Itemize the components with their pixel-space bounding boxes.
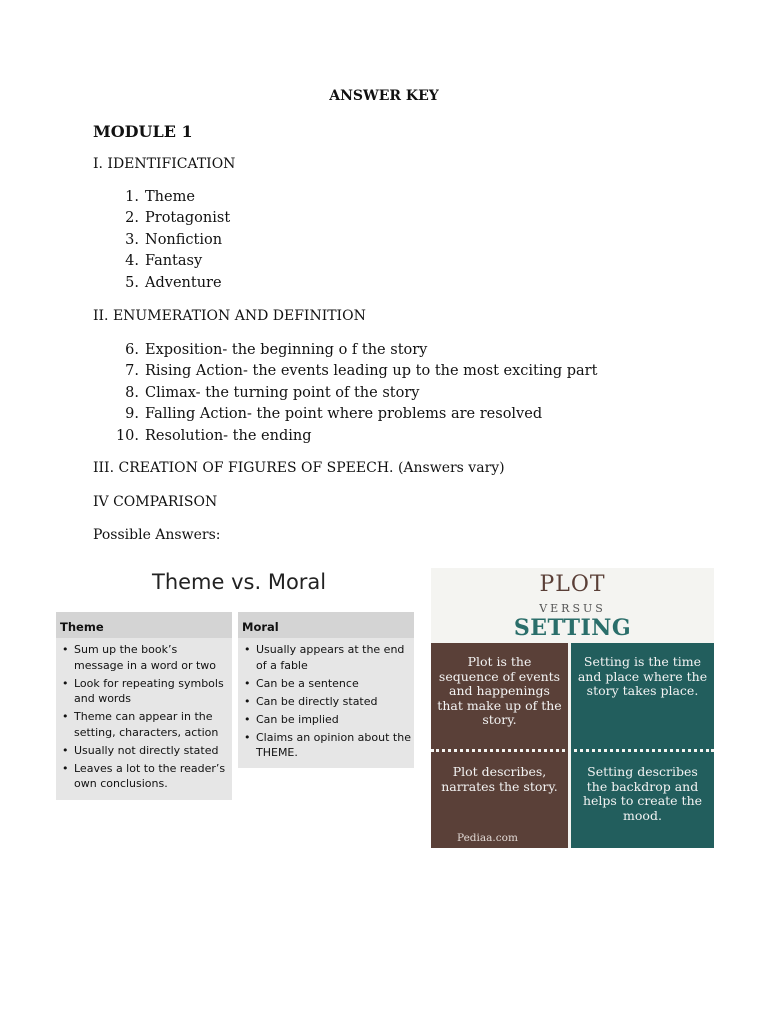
section-comparison-heading: IV COMPARISON bbox=[93, 494, 218, 510]
identification-list bbox=[93, 187, 230, 294]
list-item-number: 5. bbox=[125, 274, 139, 291]
bullet-item: • Claims an opinion about the THEME. bbox=[242, 730, 412, 761]
list-item bbox=[93, 230, 230, 251]
bullet-item: • Leaves a lot to the reader’s own conclusions. bbox=[60, 761, 230, 792]
bullet-item: • Look for repeating symbols and words bbox=[60, 676, 230, 707]
list-item-text: Theme bbox=[145, 189, 195, 205]
bullet-item: • Can be directly stated bbox=[242, 694, 412, 710]
section-figures-heading: III. CREATION OF FIGURES OF SPEECH. (Answers vary) bbox=[93, 460, 505, 476]
bullet-item: • Usually appears at the end of a fable bbox=[242, 642, 412, 673]
section-identification-heading: I. IDENTIFICATION bbox=[93, 156, 236, 172]
list-item bbox=[93, 383, 597, 404]
list-item-text: Fantasy bbox=[145, 253, 203, 270]
theme-moral-title: Theme vs. Moral bbox=[152, 570, 327, 594]
bullet-item: • Can be implied bbox=[242, 712, 412, 728]
list-item-number: 4. bbox=[125, 253, 139, 270]
list-item-text: Exposition- the beginning o f the story bbox=[145, 342, 428, 358]
setting-description: Setting describes the backdrop and helps to create the mood. bbox=[582, 764, 703, 823]
enumeration-list bbox=[93, 340, 597, 447]
theme-column-heading: Theme bbox=[56, 612, 232, 638]
list-item-number: 6. bbox=[125, 342, 139, 358]
list-item-number: 10. bbox=[115, 427, 139, 444]
bullet-item: • Theme can appear in the setting, characters, action bbox=[60, 709, 230, 740]
list-item bbox=[93, 273, 230, 294]
list-item bbox=[93, 187, 230, 208]
list-item bbox=[93, 426, 597, 447]
list-item-text: Nonfiction bbox=[145, 231, 223, 248]
divider-line bbox=[431, 749, 714, 752]
plot-title: PLOT bbox=[539, 572, 606, 597]
list-item-text: Climax- the turning point of the story bbox=[145, 384, 420, 401]
bullet-item: • Usually not directly stated bbox=[60, 743, 230, 759]
list-item-text: Protagonist bbox=[145, 210, 231, 227]
setting-definition: Setting is the time and place where the story takes place. bbox=[577, 654, 708, 698]
possible-answers-label: Possible Answers: bbox=[93, 527, 221, 543]
list-item-number: 3. bbox=[125, 231, 139, 248]
pediaa-logo: Pediaa.com bbox=[457, 832, 518, 844]
list-item bbox=[93, 340, 597, 361]
section-enumeration-heading: II. ENUMERATION AND DEFINITION bbox=[93, 308, 366, 324]
list-item bbox=[93, 251, 230, 272]
moral-column-heading: Moral bbox=[238, 612, 414, 638]
moral-list bbox=[242, 642, 412, 763]
setting-title: SETTING bbox=[513, 615, 632, 641]
bullet-item: • Can be a sentence bbox=[242, 676, 412, 692]
list-item bbox=[93, 361, 597, 382]
list-item bbox=[93, 208, 230, 229]
plot-setting-graphic bbox=[431, 568, 714, 848]
module-heading: MODULE 1 bbox=[93, 122, 193, 141]
theme-list bbox=[60, 642, 230, 794]
list-item-number: 7. bbox=[125, 363, 139, 380]
theme-column bbox=[56, 612, 232, 800]
moral-column bbox=[238, 612, 414, 768]
page-title: ANSWER KEY bbox=[329, 88, 439, 104]
plot-definition: Plot is the sequence of events and happenings that make up of the story. bbox=[437, 654, 562, 727]
list-item-number: 9. bbox=[125, 406, 139, 423]
versus-label: VERSUS bbox=[539, 602, 606, 615]
plot-description: Plot describes, narrates the story. bbox=[441, 764, 558, 794]
bullet-item: • Sum up the bookʼs message in a word or two bbox=[60, 642, 230, 673]
list-item-number: 1. bbox=[125, 189, 139, 205]
list-item-text: Adventure bbox=[145, 274, 222, 291]
list-item-number: 2. bbox=[125, 210, 139, 227]
list-item bbox=[93, 404, 597, 425]
list-item-text: Resolution- the ending bbox=[145, 427, 312, 444]
list-item-number: 8. bbox=[125, 384, 139, 401]
list-item-text: Falling Action- the point where problems are resolved bbox=[145, 406, 543, 423]
list-item-text: Rising Action- the events leading up to the most exciting part bbox=[145, 363, 598, 380]
